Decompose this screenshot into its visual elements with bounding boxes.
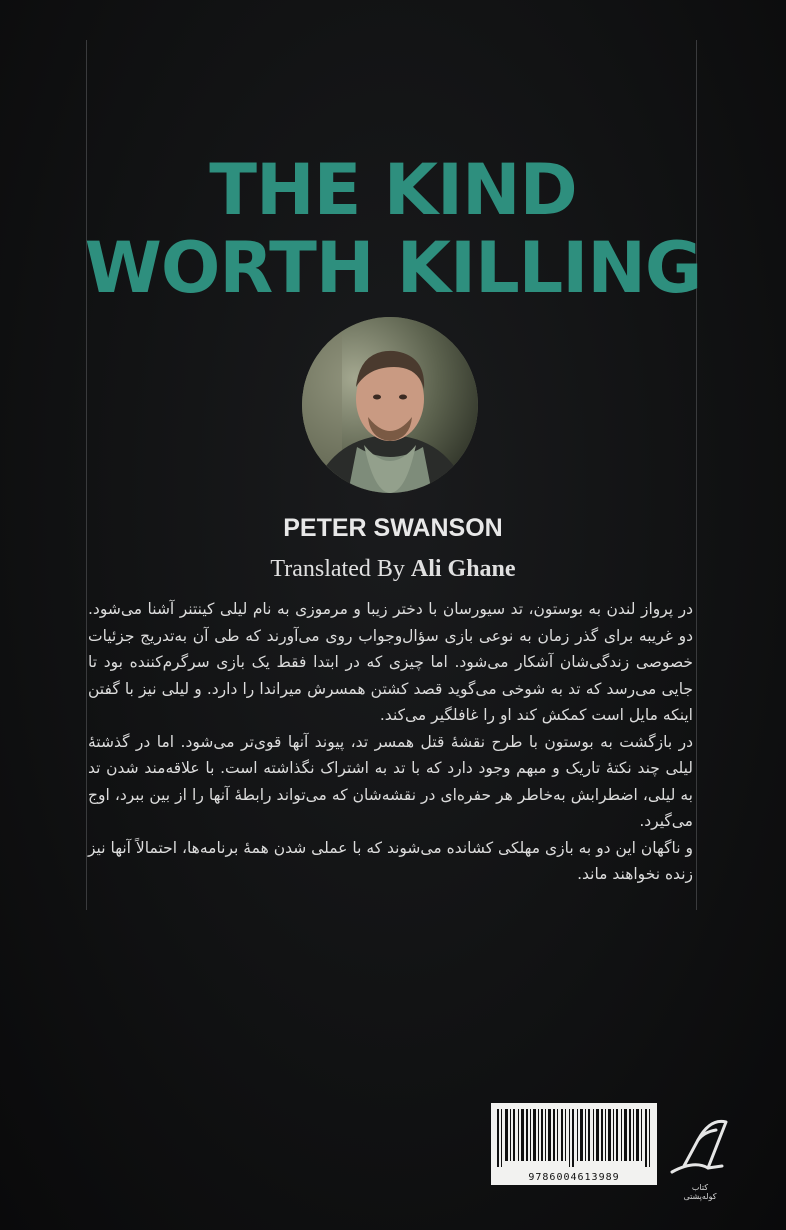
synopsis-paragraph-2: در بازگشت به بوستون با طرح نقشهٔ قتل همسر تد، پیوند آنها قوی‌تر می‌شود. اما در گذشتهٔ لیلی چند نکتهٔ تاریک و مبهم وجود دارد که با تد به اشتراک نگذاشته است. با علاقه‌مند شدن تد به لیلی، اضطرابش به‌خاطر هر حفره‌ای در نقشه‌شان که می‌تواند رابطهٔ آنها را از بین ببرد، اوج می‌گیرد. [88, 732, 693, 830]
author-name: PETER SWANSON [283, 514, 503, 542]
translator-prefix: Translated By [270, 556, 405, 582]
book-title-line-1: THE KIND [209, 149, 577, 231]
isbn-barcode [491, 1103, 657, 1185]
isbn-number: 9786004613989 [528, 1172, 620, 1183]
publisher-name: کتاب کوله‌پشتی [683, 1183, 717, 1201]
synopsis-paragraph-1: در پرواز لندن به بوستون، تد سیورسان با دختر زیبا و مرموزی به نام لیلی کینتنر آشنا می‌شود. دو غریبه برای گذر زمان به نوعی بازی سؤال‌وجواب روی می‌آورند که طی آن به‌تدریج جزئیات خصوصی زندگی‌شان آشکار می‌شود. اما چیزی که در ابتدا فقط یک بازی سرگرم‌کننده بود تا جایی می‌رسد که تد به شوخی می‌گوید قصد کشتن همسرش میراندا را دارد. و لیلی نیز با گفتن اینکه مایل است کمکش کند او را غافلگیر می‌کند. [88, 600, 693, 724]
synopsis-paragraph-3: و ناگهان این دو به بازی مهلکی کشانده می‌شوند که با عملی شدن همهٔ برنامه‌ها، احتمالاً آنها نیز زنده نخواهند ماند. [88, 838, 693, 883]
translator-name: Ali Ghane [410, 556, 516, 582]
author-photo [302, 317, 478, 493]
book-title-line-2: WORTH KILLING [84, 227, 702, 309]
publisher-logo-icon [664, 1110, 734, 1185]
synopsis [88, 596, 693, 888]
translator-credit [0, 556, 786, 583]
barcode-bars [497, 1109, 651, 1167]
